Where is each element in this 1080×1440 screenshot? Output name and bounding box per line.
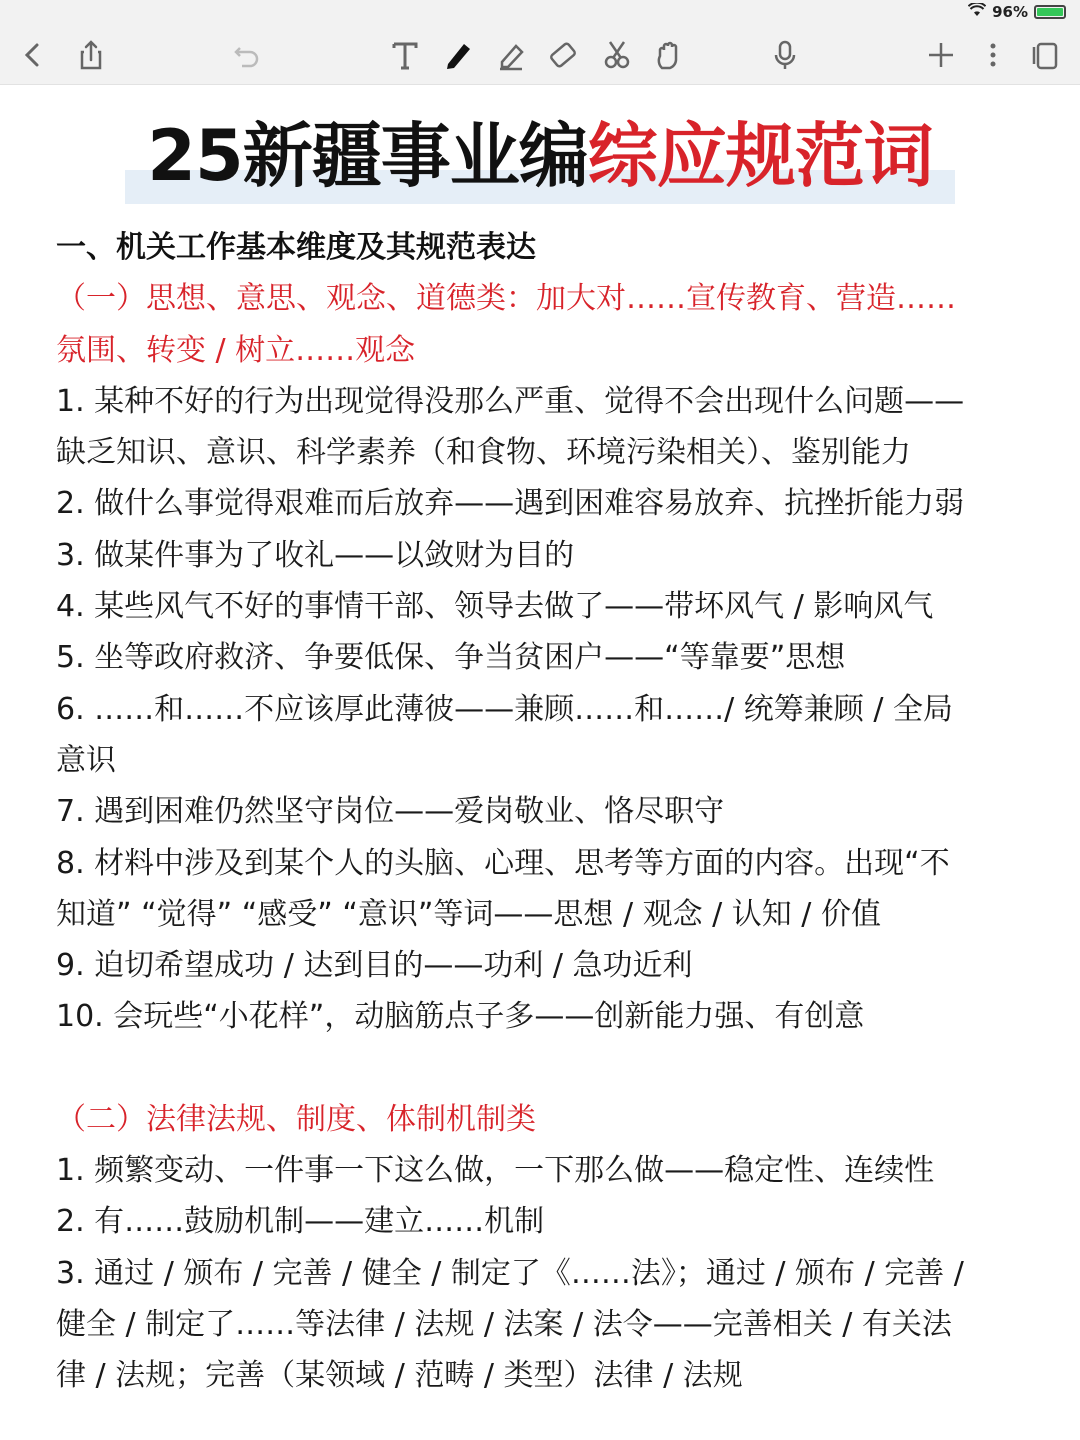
list-item: 知道” “觉得” “感受” “意识”等词——思想 / 观念 / 认知 / 价值 [56, 896, 881, 932]
spacer [56, 1043, 1036, 1094]
note-content [56, 222, 1036, 1402]
back-icon[interactable] [12, 34, 54, 76]
subsection-heading-2: （二）法律法规、制度、体制机制类 [56, 1101, 536, 1137]
list-item: 1. 频繁变动、一件事一下这么做，一下那么做——稳定性、连续性 [56, 1153, 935, 1189]
battery-percent: 96% [992, 3, 1028, 21]
list-item: 健全 / 制定了……等法律 / 法规 / 法案 / 法令——完善相关 / 有关法 [56, 1306, 952, 1342]
list-item: 9. 迫切希望成功 / 达到目的——功利 / 急功近利 [56, 948, 693, 984]
mic-icon[interactable] [764, 34, 806, 76]
hand-icon[interactable] [648, 34, 690, 76]
status-bar [0, 0, 1080, 26]
list-item: 4. 某些风气不好的事情干部、领导去做了——带坏风气 / 影响风气 [56, 589, 934, 625]
title-area [0, 108, 1080, 204]
list-item: 缺乏知识、意识、科学素养（和食物、环境污染相关）、鉴别能力 [56, 435, 911, 471]
battery-icon [1034, 5, 1066, 19]
subsection-heading-1: （一）思想、意思、观念、道德类：加大对……宣传教育、营造…… [56, 281, 956, 317]
status-indicators [968, 3, 1066, 21]
add-icon[interactable] [920, 34, 962, 76]
list-item: 2. 做什么事觉得艰难而后放弃——遇到困难容易放弃、抗挫折能力弱 [56, 486, 965, 522]
list-item: 5. 坐等政府救济、争要低保、争当贫困户——“等靠要”思想 [56, 640, 846, 676]
title-part-red: 综应规范词 [587, 115, 933, 197]
text-tool-icon[interactable] [384, 34, 426, 76]
page-title [125, 108, 954, 204]
pen-icon[interactable] [436, 34, 478, 76]
more-icon[interactable] [972, 34, 1014, 76]
wifi-icon [968, 3, 986, 21]
lasso-icon[interactable] [596, 34, 638, 76]
pages-icon[interactable] [1024, 34, 1066, 76]
list-item: 3. 通过 / 颁布 / 完善 / 健全 / 制定了《……法》；通过 / 颁布 / 完善 / [56, 1255, 964, 1291]
title-part-black: 25新疆事业编 [147, 115, 588, 197]
list-item: 10. 会玩些“小花样”，动脑筋点子多——创新能力强、有创意 [56, 999, 865, 1035]
list-item: 2. 有……鼓励机制——建立……机制 [56, 1204, 545, 1240]
list-item: 7. 遇到困难仍然坚守岗位——爱岗敬业、恪尽职守 [56, 794, 725, 830]
highlighter-icon[interactable] [490, 34, 532, 76]
subsection-heading-1-cont: 氛围、转变 / 树立……观念 [56, 332, 416, 368]
eraser-icon[interactable] [542, 34, 584, 76]
list-item: 3. 做某件事为了收礼——以敛财为目的 [56, 537, 575, 573]
list-item: 意识 [56, 742, 116, 778]
list-item: 1. 某种不好的行为出现觉得没那么严重、觉得不会出现什么问题—— [56, 383, 965, 419]
undo-icon[interactable] [226, 34, 268, 76]
section-heading: 一、机关工作基本维度及其规范表达 [56, 230, 536, 265]
list-item: 6. ……和……不应该厚此薄彼——兼顾……和……/ 统筹兼顾 / 全局 [56, 691, 953, 727]
list-item: 8. 材料中涉及到某个人的头脑、心理、思考等方面的内容。出现“不 [56, 845, 950, 881]
note-toolbar [0, 26, 1080, 85]
list-item: 律 / 法规；完善（某领域 / 范畴 / 类型）法律 / 法规 [56, 1358, 743, 1394]
share-icon[interactable] [70, 34, 112, 76]
